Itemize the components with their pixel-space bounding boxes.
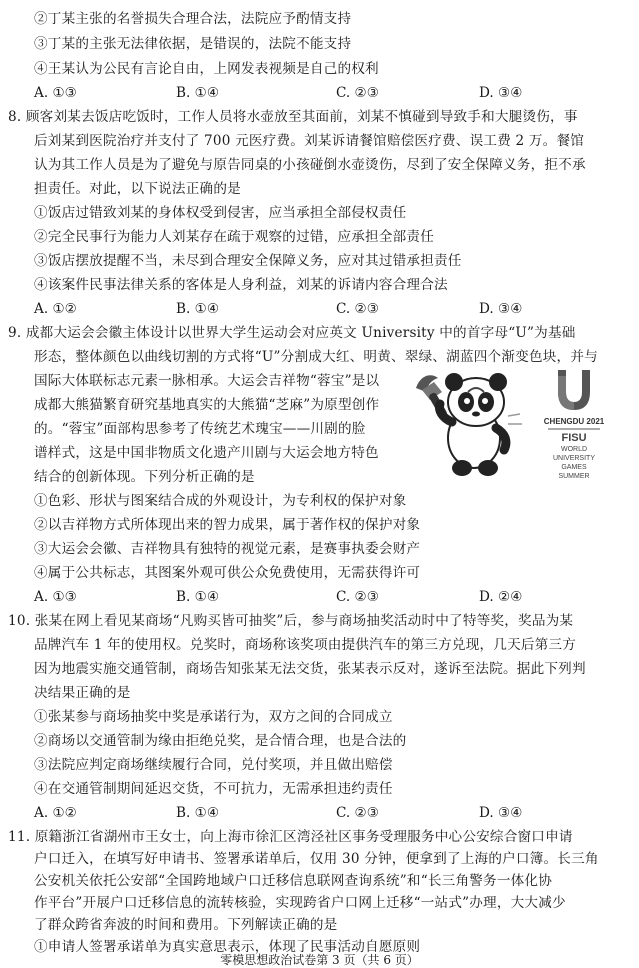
q9-option-3: ③大运会会徽、吉祥物具有独特的视觉元素，是赛事执委会财产 — [34, 541, 421, 557]
q10-option-1: ①张某参与商场抽奖中奖是承诺行为，双方之间的合同成立 — [34, 709, 393, 725]
emblem-games: GAMES — [561, 464, 587, 471]
q7-choice-b: B. ①④ — [176, 85, 220, 101]
q8-stem-line: 后刘某到医院治疗并支付了 700 元医疗费。刘某诉请餐馆赔偿医疗费、误工费 2 万。餐馆 — [34, 133, 585, 149]
q9-choices — [34, 586, 625, 608]
q9-illustration — [408, 362, 626, 487]
page-footer: 零模思想政治试卷第 3 页（共 6 页） — [220, 953, 419, 967]
q10-stem-line: 因为地震实施交通管制，商场告知张某无法交货，张某表示反对，遂诉至法院。据此下列判 — [34, 661, 586, 677]
q11-stem-line: 户口迁入，在填写好申请书、签署承诺单后，仅用 30 分钟，便拿到了上海的户口簿。长三角 — [34, 851, 599, 867]
q8-choice-c: C. ②③ — [336, 301, 379, 317]
q9-choice-c: C. ②③ — [336, 589, 379, 605]
q7-option-3: ③丁某的主张无法律依据，是错误的，法院不能支持 — [34, 36, 352, 52]
q9-stem-line: 的。“蓉宝”面部构思参考了传统艺术瑰宝——川剧的脸 — [34, 421, 366, 437]
q10-stem-line: 品牌汽车 1 年的使用权。兑奖时，商场称该奖项由提供汽车的第三方兑现，几天后第三方 — [34, 637, 577, 653]
q8-option-4: ④该案件民事法律关系的客体是人身利益，刘某的诉请内容合理合法 — [34, 277, 448, 293]
q7-option-4: ④王某认为公民有言论自由，上网发表视频是自己的权利 — [34, 61, 379, 77]
emblem-world: WORLD — [560, 446, 588, 453]
q8-choices — [34, 298, 625, 320]
q11-stem-line: 11. 原籍浙江省湖州市王女士，向上海市徐汇区湾泾社区事务受理服务中心公安综合窗口申请 — [8, 829, 573, 845]
q9-choice-d: D. ②④ — [479, 589, 523, 605]
q10-choice-a: A. ①② — [34, 805, 77, 821]
emblem-fisu: FISU — [561, 432, 587, 444]
q10-choices — [34, 802, 625, 824]
q7-choice-c: C. ②③ — [336, 85, 379, 101]
panda-mascot-illustration — [408, 362, 626, 487]
q8-choice-b: B. ①④ — [176, 301, 220, 317]
q9-stem-line: 谱样式，这是中国非物质文化遗产川剧与大运会地方特色 — [34, 445, 379, 461]
q11-stem-line: 作平台”开展户口迁移信息的流转核验，实现跨省户口网上迁移“一站式”办理，大大减少 — [34, 895, 566, 911]
chengdu-2021-u-emblem — [558, 370, 590, 410]
q10-choice-b: B. ①④ — [176, 805, 220, 821]
q7-choice-a: A. ①③ — [34, 85, 77, 101]
q8-stem-line: 认为其工作人员是为了避免与原告同桌的小孩碰倒水壶烫伤，尽到了安全保障义务，拒不承 — [34, 157, 586, 173]
q8-choice-a: A. ①② — [34, 301, 77, 317]
q10-option-2: ②商场以交通管制为缘由拒绝兑奖，是合情合理，也是合法的 — [34, 733, 407, 749]
q8-option-3: ③饭店摆放提醒不当，未尽到合理安全保障义务，应对其过错承担责任 — [34, 253, 462, 269]
q9-choice-a: A. ①③ — [34, 589, 77, 605]
q10-option-3: ③法院应判定商场继续履行合同，兑付奖项，并且做出赔偿 — [34, 757, 393, 773]
q7-choice-d: D. ③④ — [479, 85, 523, 101]
q7-option-2: ②丁某主张的名誉损失合理合法，法院应予酌情支持 — [34, 11, 352, 27]
q11-stem-line: 公安机关依托公安部“全国跨地域户口迁移信息联网查询系统”和“长三角警务一体化协 — [34, 873, 553, 889]
q9-option-2: ②以吉祥物方式所体现出来的智力成果，属于著作权的保护对象 — [34, 517, 421, 533]
emblem-university: UNIVERSITY — [552, 455, 596, 462]
q7-choices — [34, 82, 625, 104]
q9-stem-line: 结合的创新体现。下列分析正确的是 — [34, 469, 255, 485]
q9-stem-line: 国际大体联标志元素一脉相承。大运会吉祥物“蓉宝”是以 — [34, 373, 380, 389]
q8-stem-line: 8. 顾客刘某去饭店吃饭时，工作人员将水壶放至其面前，刘某不慎碰到导致手和大腿烫伤，事 — [8, 109, 578, 125]
q9-stem-line: 9. 成都大运会会徽主体设计以世界大学生运动会对应英文 University 中的首字母“U”为基础 — [8, 325, 576, 341]
q10-stem-line: 10. 张某在网上看见某商场“凡购买皆可抽奖”后，参与商场抽奖活动时中了特等奖，奖品为某 — [8, 613, 574, 629]
emblem-city-year: CHENGDU 2021 — [543, 417, 605, 426]
q9-choice-b: B. ①④ — [176, 589, 220, 605]
q9-option-4: ④属于公共标志，其图案外观可供公众免费使用，无需获得许可 — [34, 565, 421, 581]
q9-stem-line: 成都大熊猫繁育研究基地真实的大熊猫“芝麻”为原型创作 — [34, 397, 380, 413]
q9-option-1: ①色彩、形状与图案结合成的外观设计，为专利权的保护对象 — [34, 493, 407, 509]
q11-option-1: ①申请人签署承诺单为真实意思表示，体现了民事活动自愿原则 — [34, 939, 421, 955]
q8-option-2: ②完全民事行为能力人刘某存在疏于观察的过错，应承担全部责任 — [34, 229, 435, 245]
emblem-summer: SUMMER — [558, 473, 590, 480]
q10-choice-c: C. ②③ — [336, 805, 379, 821]
q10-stem-line: 决结果正确的是 — [34, 685, 131, 701]
q8-stem-line: 担责任。对此，以下说法正确的是 — [34, 181, 241, 197]
q8-option-1: ①饭店过错致刘某的身体权受到侵害，应当承担全部侵权责任 — [34, 205, 407, 221]
q10-option-4: ④在交通管制期间延迟交货，不可抗力，无需承担违约责任 — [34, 781, 393, 797]
q8-choice-d: D. ③④ — [479, 301, 523, 317]
q10-choice-d: D. ③④ — [479, 805, 523, 821]
q11-stem-line: 了群众跨省奔波的时间和费用。下列解读正确的是 — [34, 917, 338, 933]
q9-stem-line: 形态，整体颜色以曲线切割的方式将“U”分割成大红、明黄、翠绿、湖蓝四个渐变色块，并与 — [34, 349, 598, 365]
